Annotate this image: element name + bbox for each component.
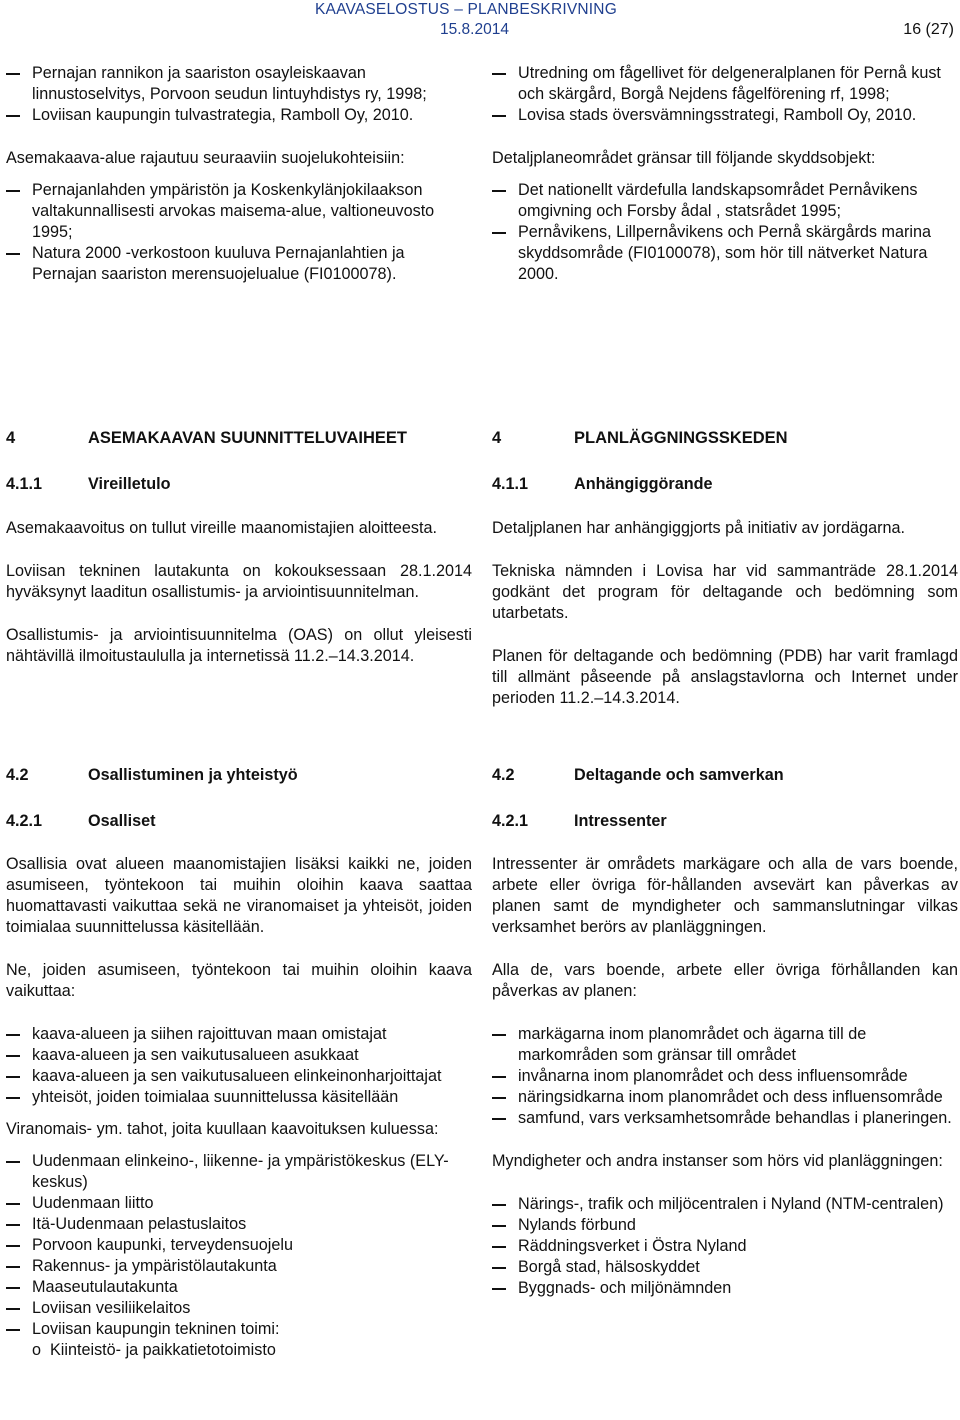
list-item: kaava-alueen ja siihen rajoittuvan maan omistajat — [6, 1024, 472, 1045]
list-item: Loviisan kaupungin tekninen toimi: — [6, 1319, 472, 1340]
list-item: yhteisöt, joiden toimialaa suunnittelussa käsitellään — [6, 1087, 472, 1108]
sv-authority-list — [492, 1194, 958, 1299]
paragraph: Alla de, vars boende, arbete eller övriga förhållanden kan påverkas av planen: — [492, 961, 958, 1000]
list-item: Nylands förbund — [492, 1215, 958, 1236]
fi-421-body — [6, 854, 472, 1361]
paragraph: Viranomais- ym. tahot, joita kuullaan kaavoituksen kuluessa: — [6, 1120, 439, 1138]
list-item: o Kiinteistö- ja paikkatietotoimisto — [6, 1340, 472, 1361]
paragraph: Ne, joiden asumiseen, työntekoon tai muihin oloihin kaava vaikuttaa: — [6, 961, 472, 1000]
fi-top-block — [6, 63, 472, 285]
header-title: KAAVASELOSTUS – PLANBESKRIVNING — [315, 1, 617, 18]
page-header — [0, 0, 960, 40]
paragraph: Planen för deltagande och bedömning (PDB) har varit framlagd till allmänt påseende på anslagstavlorna och Internet under perioden 11.2.–14.3.2014. — [492, 647, 958, 707]
fi-411-body — [6, 518, 472, 667]
list-item: kaava-alueen ja sen vaikutusalueen elinkeinonharjoittajat — [6, 1066, 472, 1087]
sv-section-411-heading: 4.1.1 Anhängiggörande — [492, 475, 713, 493]
fi-section-4-heading: 4 ASEMAKAAVAN SUUNNITTELUVAIHEET — [6, 429, 408, 447]
sv-protection-intro: Detaljplaneområdet gränsar till följande skyddsobjekt: — [492, 149, 876, 167]
sv-411-body — [492, 518, 958, 709]
paragraph: Intressenter är områdets markägare och alla de vars boende, arbete eller övriga för-hållanden avsevärt kan påverkas av planen samt de myndigheter och sammanslutningar vilkas verksamhet berörs av planläggningen. — [492, 855, 958, 936]
list-item: Utredning om fågellivet för delgeneralplanen för Pernå kust och skärgård, Borgå Nejdens fågelförening rf, 1998; — [492, 63, 958, 105]
list-item: Pernåvikens, Lillpernåvikens och Pernå skärgårds marina skyddsområde (FI0100078), som hör till nätverket Natura 2000. — [492, 222, 958, 285]
fi-section-42-heading: 4.2 Osallistuminen ja yhteistyö — [6, 766, 298, 784]
list-item: Porvoon kaupunki, terveydensuojelu — [6, 1235, 472, 1256]
list-item: Räddningsverket i Östra Nyland — [492, 1236, 958, 1257]
fi-stakeholder-list — [6, 1024, 472, 1108]
list-item: Rakennus- ja ympäristölautakunta — [6, 1256, 472, 1277]
list-item: Uudenmaan elinkeino-, liikenne- ja ympäristökeskus (ELY-keskus) — [6, 1151, 472, 1193]
list-item: Lovisa stads översvämningsstrategi, Ramboll Oy, 2010. — [492, 105, 958, 126]
paragraph: Osallistumis- ja arviointisuunnitelma (OAS) on ollut yleisesti nähtävillä ilmoitustaululla ja internetissä 11.2.–14.3.2014. — [6, 626, 472, 665]
fi-section-411-heading: 4.1.1 Vireilletulo — [6, 475, 171, 493]
paragraph: Tekniska nämnden i Lovisa har vid sammanträde 28.1.2014 godkänt det program för deltagande och bedömning som utarbetats. — [492, 562, 958, 622]
sv-top-block — [492, 63, 958, 285]
paragraph: Detaljplanen har anhängiggjorts på initiativ av jordägarna. — [492, 519, 906, 537]
list-item: Pernajan rannikon ja saariston osayleiskaavan linnustoselvitys, Porvoon seudun lintuyhdistys ry, 1998; — [6, 63, 472, 105]
paragraph: Osallisia ovat alueen maanomistajien lisäksi kaikki ne, joiden asumiseen, työntekoon tai muihin oloihin kaava saattaa huomattavasti vaikuttaa sekä ne viranomaiset ja yhteisöt, joiden toimialaa suunnittelussa käsitellään. — [6, 855, 472, 936]
fi-protection-intro: Asemakaava-alue rajautuu seuraaviin suojelukohteisiin: — [6, 149, 405, 167]
list-item: Loviisan kaupungin tulvastrategia, Ramboll Oy, 2010. — [6, 105, 472, 126]
list-item: markägarna inom planområdet och ägarna till de markområden som gränsar till området — [492, 1024, 958, 1066]
paragraph: Asemakaavoitus on tullut vireille maanomistajien aloitteesta. — [6, 519, 437, 537]
fi-section-421-heading: 4.2.1 Osalliset — [6, 812, 156, 830]
fi-authority-sublist — [6, 1340, 472, 1361]
sv-reference-list — [492, 63, 958, 126]
page-number: 16 (27) — [903, 21, 954, 38]
list-item: Natura 2000 -verkostoon kuuluva Pernajanlahtien ja Pernajan saariston merensuojelualue (FI0100078). — [6, 243, 472, 285]
paragraph: Myndigheter och andra instanser som hörs vid planläggningen: — [492, 1152, 943, 1170]
list-item: Itä-Uudenmaan pelastuslaitos — [6, 1214, 472, 1235]
list-item: Pernajanlahden ympäristön ja Koskenkylänjokilaakson valtakunnallisesti arvokas maisema-alue, valtioneuvosto 1995; — [6, 180, 472, 243]
list-item: Uudenmaan liitto — [6, 1193, 472, 1214]
list-item: Närings-, trafik och miljöcentralen i Nyland (NTM-centralen) — [492, 1194, 958, 1215]
list-item: kaava-alueen ja sen vaikutusalueen asukkaat — [6, 1045, 472, 1066]
paragraph: Loviisan tekninen lautakunta on kokouksessaan 28.1.2014 hyväksynyt laaditun osallistumis- ja arviointisuunnitelman. — [6, 562, 472, 601]
sv-protection-list — [492, 180, 958, 285]
list-item: samfund, vars verksamhetsområde behandlas i planeringen. — [492, 1108, 958, 1129]
list-item: Det nationellt värdefulla landskapsområdet Pernåvikens omgivning och Forsby ådal , statsrådet 1995; — [492, 180, 958, 222]
sv-section-4-heading: 4 PLANLÄGGNINGSSKEDEN — [492, 429, 788, 447]
sv-stakeholder-list — [492, 1024, 958, 1129]
header-date: 15.8.2014 — [440, 21, 509, 38]
fi-protection-list — [6, 180, 472, 285]
sv-section-421-heading: 4.2.1 Intressenter — [492, 812, 667, 830]
list-item: Loviisan vesiliikelaitos — [6, 1298, 472, 1319]
list-item: Byggnads- och miljönämnden — [492, 1278, 958, 1299]
sv-421-body — [492, 854, 958, 1299]
list-item: invånarna inom planområdet och dess influensområde — [492, 1066, 958, 1087]
sv-section-42-heading: 4.2 Deltagande och samverkan — [492, 766, 784, 784]
list-item: Borgå stad, hälsoskyddet — [492, 1257, 958, 1278]
list-item: Maaseutulautakunta — [6, 1277, 472, 1298]
list-item: näringsidkarna inom planområdet och dess influensområde — [492, 1087, 958, 1108]
fi-authority-list — [6, 1151, 472, 1340]
fi-reference-list — [6, 63, 472, 126]
